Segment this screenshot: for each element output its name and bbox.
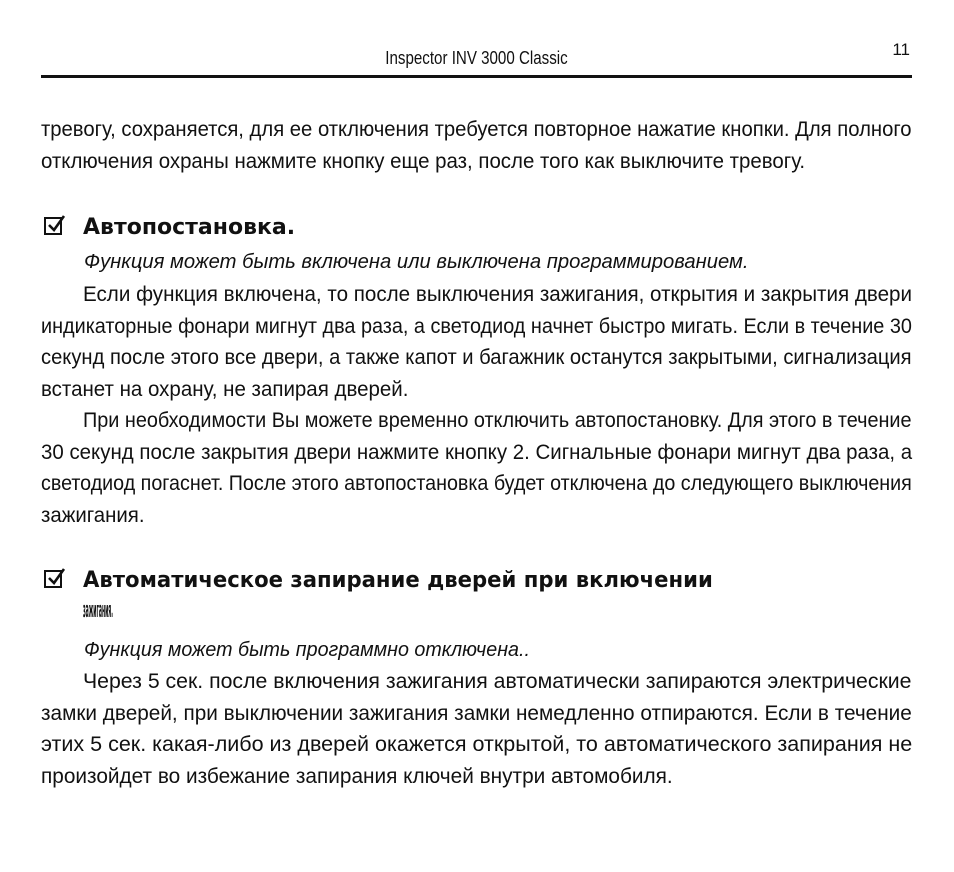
- section-title-block: [83, 566, 883, 626]
- intro-paragraph: [41, 114, 912, 177]
- section1-paragraph1: [41, 279, 912, 405]
- section-heading-autoarm: [44, 213, 894, 245]
- paragraph-line: светодиод погаснет. После этого автопостановка будет отключена до следующего выключения: [41, 472, 912, 495]
- checkbox-checked-icon: [44, 217, 62, 235]
- section1-paragraph2: [41, 405, 912, 531]
- paragraph-line: встанет на охрану, не запирая дверей.: [41, 377, 409, 401]
- section-title-line: Автоматическое запирание дверей при включении: [83, 568, 713, 593]
- paragraph-line: этих 5 сек. какая-либо из дверей окажется открытой, то автоматического запирания не: [41, 733, 913, 756]
- section2-paragraph1: [41, 666, 912, 792]
- section-note: Функция может быть программно отключена..: [84, 639, 530, 661]
- paragraph-line: замки дверей, при выключении зажигания замки немедленно отпираются. Если в течение: [41, 701, 912, 725]
- intro-line: тревогу, сохраняется, для ее отключения требуется повторное нажатие кнопки. Для полного: [41, 118, 912, 141]
- paragraph-line: зажигания.: [41, 503, 145, 527]
- paragraph-line: индикаторные фонари мигнут два раза, а светодиод начнет быстро мигать. Если в течение 30: [41, 314, 912, 338]
- paragraph-line: 30 секунд после закрытия двери нажмите кнопку 2. Сигнальные фонари мигнут два раза, а: [41, 440, 913, 464]
- section-note: Функция может быть включена или выключена программированием.: [84, 251, 749, 273]
- page-number: 11: [892, 40, 910, 59]
- checkbox-checked-icon: [44, 570, 62, 588]
- section-title-line: зажигания.: [83, 598, 113, 623]
- header-title: Inspector INV 3000 Classic: [385, 48, 568, 68]
- paragraph-line: Через 5 сек. после включения зажигания автоматически запираются электрические: [83, 670, 912, 693]
- paragraph-line: произойдет во избежание запирания ключей внутри автомобиля.: [41, 764, 673, 788]
- paragraph-line: При необходимости Вы можете временно отключить автопостановку. Для этого в течение: [83, 409, 912, 432]
- section-heading-autolock: [44, 566, 894, 630]
- paragraph-line: секунд после этого все двери, а также капот и багажник останутся закрытыми, сигнализация: [41, 346, 912, 369]
- page-header: [41, 38, 912, 78]
- section-title: Автопостановка.: [83, 215, 296, 240]
- header-rule: [41, 75, 912, 78]
- paragraph-line: Если функция включена, то после выключения зажигания, открытия и закрытия двери: [83, 283, 913, 306]
- intro-line: отключения охраны нажмите кнопку еще раз, после того как выключите тревогу.: [41, 149, 806, 173]
